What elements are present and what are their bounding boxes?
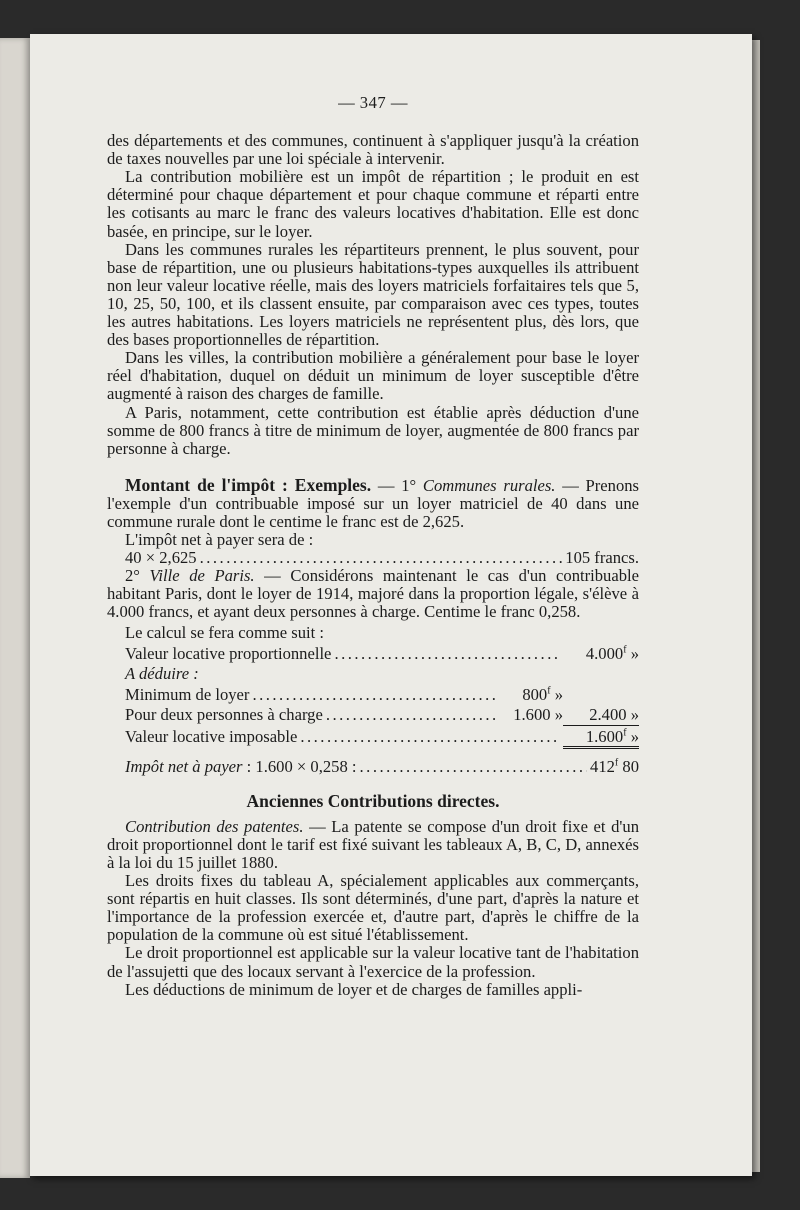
calculation-table [107, 624, 639, 776]
section-paragraph-4: Les déductions de minimum de loyer et de charges de familles appli- [125, 979, 583, 999]
page-number: — 347 — [338, 93, 408, 112]
paragraph-2: La contribution mobilière est un impôt de répartition ; le produit en est déterminé pour chaque département et pour chaque commune et réparti entre les cotisants au marc le franc des valeurs locatives d'habitation. Elle est donc basée, en principe, sur le loyer. [107, 167, 639, 241]
patentes-subheading: Contribution des patentes. [125, 816, 304, 836]
row-valeur-imposable: Valeur locative imposable ..... 1.600$^f$ » [107, 728, 639, 749]
previous-page-edge [0, 38, 30, 1178]
page-text [107, 94, 639, 999]
paris-paragraph: 2° Ville de Paris. — Considérons maintenant le cas d'un contribuable habitant Paris, dont le loyer de 1914, majoré dans la proportion légale, s'élève à 4.000 francs, et ayant deux personnes à charge. Centime le franc 0,258. [107, 566, 639, 622]
row-minimum-loyer: Minimum de loyer ..... 800$^f$ » [107, 686, 639, 704]
calc-intro: Le calcul se fera comme suit : [125, 622, 325, 642]
section-paragraph-2: Les droits fixes du tableau A, spécialement applicables aux commerçants, sont répartis en huit classes. Ils sont déterminés, d'une part, d'après la nature et l'importance de la profession exercée et, d'autre part, d'après le chiffre de la population de la commune où est situé l'établissement. [107, 871, 639, 945]
row-a-deduire: A déduire : [125, 664, 199, 684]
paragraph-4: Dans les villes, la contribution mobilière a généralement pour base le loyer réel d'habitation, duquel on déduit un minimum de loyer susceptible d'être augmenté à raison des charges de famille. [107, 348, 639, 404]
net-line: L'impôt net à payer sera de : [125, 530, 314, 550]
calc-rural-row: 40 × 2,625 ..... 105 francs. [107, 549, 639, 567]
paragraph-5: A Paris, notamment, cette contribution est établie après déduction d'une somme de 800 francs à titre de minimum de loyer, augmentée de 800 francs par personne à charge. [107, 402, 639, 458]
patentes-paragraph: Contribution des patentes. — La patente se compose d'un droit fixe et d'un droit proportionnel dont le tarif est fixé suivant les tableaux A, B, C, D, annexés à la loi du 15 juillet 1880. [107, 816, 639, 872]
row-impot-net: Impôt net à payer : 1.600 × 0,258 : ..... 412$^f$ 80 [107, 758, 639, 776]
row-personnes-charge: Pour deux personnes à charge ..... 1.600 » 2.400 » [107, 706, 639, 725]
paragraph-3: Dans les communes rurales les répartiteurs prennent, le plus souvent, pour base de répartition, une ou plusieurs habitations-types auxquelles ils attribuent non leur valeur locative réelle, mais des loyers matriciels forfaitaires tels que 5, 10, 25, 50, 100, et ils classent ensuite, par comparaison avec ces types, toutes les autres habitations. Les loyers matriciels ne représentent plus, dès lors, que des bases proportionnelles de répartition. [107, 239, 639, 350]
section-paragraph-3: Le droit proportionnel est applicable sur la valeur locative tant de l'habitation de l'assujetti que des locaux servant à l'exercice de la profession. [107, 943, 639, 981]
examples-heading: Montant de l'impôt : Exemples. [125, 474, 372, 495]
paris-subheading: Ville de Paris. [149, 566, 255, 586]
examples-paragraph: Montant de l'impôt : Exemples. — 1° Communes rurales. — Prenons l'exemple d'un contribuable imposé sur un loyer matriciel de 40 dans une commune rurale dont le centime le franc est de 2,625. [107, 474, 639, 531]
rural-subheading: Communes rurales. [422, 475, 556, 495]
paragraph-1: des départements et des communes, continuent à s'appliquer jusqu'à la création de taxes nouvelles par une loi spéciale à intervenir. [107, 131, 639, 169]
section-title: Anciennes Contributions directes. [246, 790, 500, 811]
row-valeur-proportionnelle: Valeur locative proportionnelle ..... 4.000$^f$ » [107, 645, 639, 663]
